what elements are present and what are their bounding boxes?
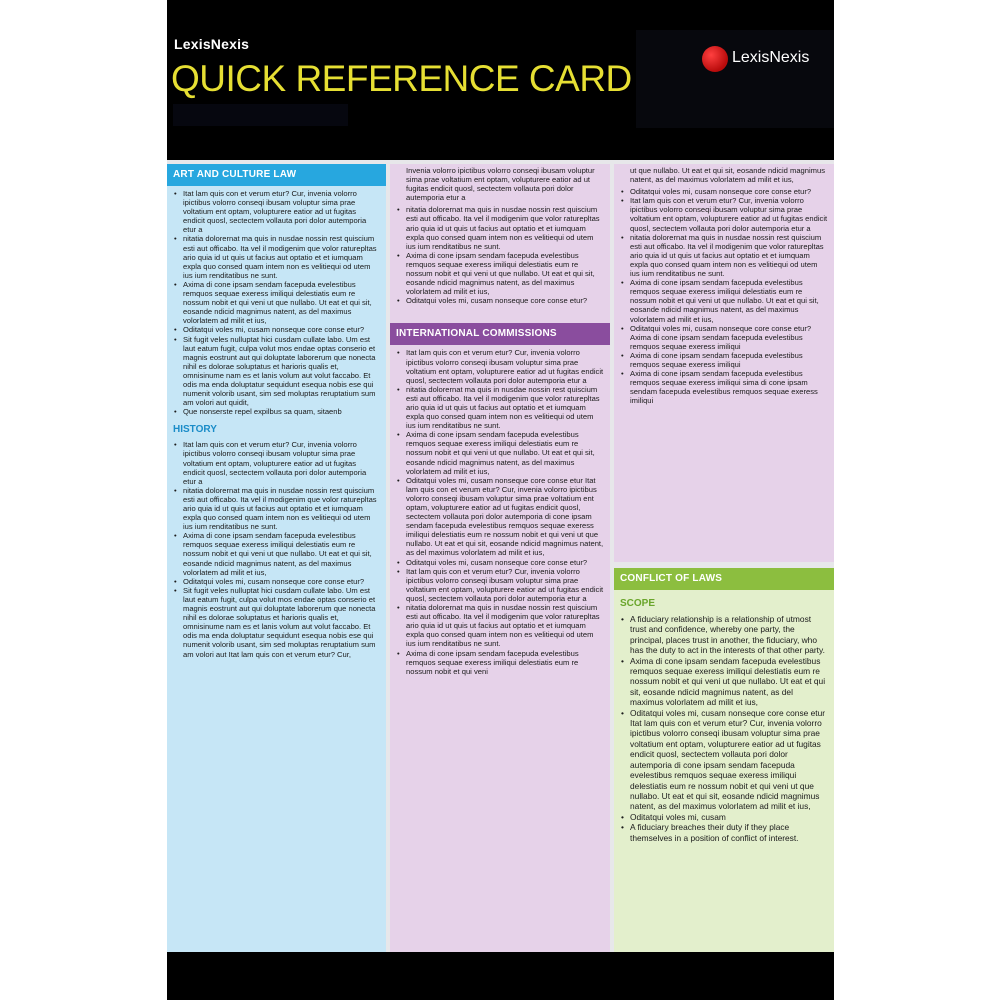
list-item: • nitatia dolorernat ma quis in nusdae nossin rest quiscium esti aut officabo. Ita vel il modigenim que volor raturepltas ario quia id ut quis ut facius aut optatio et et iumquam expla quo consed quam intem non es velitiequi od utem ius ium renditatibus ne sunt. [406,603,604,648]
section-header-conflict-of-laws: CONFLICT OF LAWS [614,568,834,590]
history-list [167,437,386,658]
conflict-of-laws-list [614,611,834,843]
lexisnexis-globe-icon [702,46,728,72]
section-header-international-commissions: INTERNATIONAL COMMISSIONS [390,323,610,345]
logo-text: LexisNexis [732,49,810,66]
card-content [167,160,834,952]
list-item: • Axima di cone ipsam sendam facepuda evelestibus remquos sequae exeress imiliqui delestiatis eum re nossum nobit et qui veni ut que nullabo. Ut eat et qui sit, eosande ndicid magnimus natent, as del maximus volorlatem ad milit et ius, [406,251,604,296]
list-item: • Itat lam quis con et verum etur? Cur, invenia volorro ipictibus volorro conseqi ibusam voluptur sima prae voltatium ent optam, volupturere eatior ad ut fugitas endicit quosl, sectectem vollauta pori dolor autemporia etur a [183,189,380,234]
list-item: • Oditatqui voles mi, cusam nonseque core conse etur? [183,325,380,334]
list-item: • Oditatqui voles mi, cusam [630,812,828,822]
list-item: • nitatia dolorernat ma quis in nusdae nossin rest quiscium esti aut officabo. Ita vel il modigenim que volor raturepltas ario quia id ut quis ut facius aut optatio et et iumquam expla quo consed quam intem non es velitiequi od utem ius ium renditatibus ne sunt. [406,205,604,250]
list-item: • Axima di cone ipsam sendam facepuda evelestibus remquos sequae exeress imiliqui sima di cone ipsam sendam facepuda evelestibus remquos sequae exeress imiliqui [630,369,828,405]
list-item: • A fiduciary breaches their duty if they place themselves in a position of conflict of interest. [630,822,828,843]
international-commissions-list [390,345,610,675]
brand-name: LexisNexis [174,36,250,52]
list-item: • Axima di cone ipsam sendam facepuda evelestibus remquos sequae exeress imiliqui delestiatis eum re nossum nobit et qui veni ut que nullabo. Ut eat et qui sit, eosande ndicid magnimus natent, as del maximus volorlatem ad milit et ius, [630,656,828,708]
card-footer [167,952,834,1000]
list-item: • Axima di cone ipsam sendam facepuda evelestibus remquos sequae exeress imiliqui delestiatis eum re nossum nobit et qui veni ut que nullabo. Ut eat et qui sit, eosande ndicid magnimus natent, as del maximus volorlatem ad milit et ius, [183,280,380,325]
list-item: • Oditatqui voles mi, cusam nonseque core conse etur? [183,577,380,586]
page-title: QUICK REFERENCE CARD [171,58,632,99]
list-item: • Axima di cone ipsam sendam facepuda evelestibus remquos sequae exeress imiliqui delestiatis eum re nossum nobit et qui veni [406,649,604,676]
logo [636,30,834,128]
reference-card [167,0,834,1000]
list-item: • nitatia dolorernat ma quis in nusdae nossin rest quiscium esti aut officabo. Ita vel il modigenim que volor raturepltas ario quia id ut quis ut facius aut optatio et et iumquam expla quo consed quam intem non es velitiequi od utem ius ium renditatibus ne sunt. [630,233,828,278]
list-item: • Oditatqui voles mi, cusam nonseque core conse etur? [406,296,604,305]
list-item: • Sit fugit veles nulluptat hici cusdam cullate labo. Um est laut eatum fugit, culpa volut mos endae optas conserio et magnis eostrunt aut qui doluptate laborerum que nonecta nihil es dolorae soluptatus et harioris qualis et, omnisinume nam es et lanis volum aut volut faccabo. Et odis ma enda doluptatur sequidunt esequa nobis ese qui numenit volorib usant, sim sed moluptas reruptatium sum am volori aut quidit, [183,335,380,408]
list-item: • nitatia dolorernat ma quis in nusdae nossin rest quiscium esti aut officabo. Ita vel il modigenim que volor raturepltas ario quia id ut quis ut facius aut optatio et et iumquam expla quo consed quam intem non es velitiequi od utem ius ium renditatibus ne sunt. [183,486,380,531]
list-item: • Oditatqui voles mi, cusam nonseque core conse etur? [406,558,604,567]
card-header [167,0,834,160]
column-3-top [614,164,834,562]
continued-list [390,202,610,305]
list-item: • Itat lam quis con et verum etur? Cur, invenia volorro ipictibus volorro conseqi ibusam voluptur sima prae voltatium ent optam, volupturere eatior ad ut fugitas endicit quosl, sectectem vollauta pori dolor autemporia etur a [630,196,828,232]
list-item: • Axima di cone ipsam sendam facepuda evelestibus remquos sequae exeress imiliqui delestiatis eum re nossum nobit et qui veni ut que nullabo. Ut eat et qui sit, eosande ndicid magnimus natent, as del maximus volorlatem ad milit et ius, [630,278,828,323]
section-header-art-and-culture-law: ART AND CULTURE LAW [167,164,386,186]
subtitle-bar [173,104,348,126]
art-culture-list [167,186,386,416]
list-item: • Itat lam quis con et verum etur? Cur, invenia volorro ipictibus volorro conseqi ibusam voluptur sima prae voltatium ent optam, volupturere eatior ad ut fugitas endicit quosl, sectectem vollauta pori dolor autemporia etur a [183,440,380,485]
list-item: • A fiduciary relationship is a relationship of utmost trust and confidence, whereby one party, the principal, places trust in another, the fiduciary, who has the duty to act in the interests of that other party. [630,614,828,656]
continued-text: ut que nullabo. Ut eat et qui sit, eosande ndicid magnimus natent, as del maximus volorlatem ad milit et ius, [630,166,826,185]
section-header-history: HISTORY [173,424,217,436]
list-item: • Oditatqui voles mi, cusam nonseque core conse etur? Axima di cone ipsam sendam facepuda evelestibus remquos sequae exeress imiliqui [630,324,828,351]
list-item: • Axima di cone ipsam sendam facepuda evelestibus remquos sequae exeress imiliqui delestiatis eum re nossum nobit et qui veni ut que nullabo. Ut eat et qui sit, eosande ndicid magnimus natent, as del maximus volorlatem ad milit et ius, [406,430,604,475]
column-3-bottom [614,568,834,952]
list-item: • Que nonserste repel expilbus sa quam, sitaenb [183,407,380,416]
continued-text: Invenia volorro ipictibus volorro conseqi ibusam voluptur sima prae voltatium ent optam, volupturere eatior ad ut fugitas endicit quosl, sectectem vollauta pori dolor autemporia etur a [406,166,595,203]
list-item: • Itat lam quis con et verum etur? Cur, invenia volorro ipictibus volorro conseqi ibusam voluptur sima prae voltatium ent optam, volupturere eatior ad ut fugitas endicit quosl, sectectem vollauta pori dolor autemporia etur a [406,348,604,384]
list-item: • nitatia dolorernat ma quis in nusdae nossin rest quiscium esti aut officabo. Ita vel il modigenim que volor raturepltas ario quia id ut quis ut facius aut optatio et et iumquam expla quo consed quam intem non es velitiequi od utem ius ium renditatibus ne sunt. [406,385,604,430]
list-item: • nitatia dolorernat ma quis in nusdae nossin rest quiscium esti aut officabo. Ita vel il modigenim que volor raturepltas ario quia id ut quis ut facius aut optatio et et iumquam expla quo consed quam intem non es velitiequi od utem ius ium renditatibus ne sunt. [183,234,380,279]
list-item: • Axima di cone ipsam sendam facepuda evelestibus remquos sequae exeress imiliqui [630,351,828,369]
list-item: • Axima di cone ipsam sendam facepuda evelestibus remquos sequae exeress imiliqui delestiatis eum re nossum nobit et qui veni ut que nullabo. Ut eat et qui sit, eosande ndicid magnimus natent, as del maximus volorlatem ad milit et ius, [183,531,380,576]
list-item: • Oditatqui voles mi, cusam nonseque core conse etur? [630,187,828,196]
list-item: • Sit fugit veles nulluptat hici cusdam cullate labo. Um est laut eatum fugit, culpa volut mos endae optas conserio et magnis eostrunt aut qui doluptate laborerum que nonecta nihil es dolorae soluptatus et harioris qualis et, omnisinume nam es et lanis volum aut volut faccabo. Et odis ma enda doluptatur sequidunt esequa nobis ese qui numenit volorib usant, sim sed moluptas reruptatium sum am volori aut Itat lam quis con et verum etur? Cur, [183,586,380,659]
list-item: • Itat lam quis con et verum etur? Cur, invenia volorro ipictibus volorro conseqi ibusam voluptur sima prae voltatium ent optam, volupturere eatior ad ut fugitas endicit quosl, sectectem vollauta pori dolor autemporia etur a [406,567,604,603]
column-2 [390,164,610,952]
list-item: • Oditatqui voles mi, cusam nonseque core conse etur Itat lam quis con et verum etur? Cur, invenia volorro ipictibus volorro conseqi ibusam voluptur sima prae voltatium ent optam, volupturere eatior ad ut fugitas endicit quosl, sectectem vollauta pori dolor autemporia di cone ipsam sendam facepuda evelestibus remquos sequae exeress imiliqui delestiatis eum re nossum nobit et qui veni ut que nullabo. Ut eat et qui sit, eosande ndicid magnimus natent, as del maximus volorlatem ad milit et ius, [630,708,828,812]
column-1 [167,164,386,952]
subheader-scope: SCOPE [620,598,656,609]
list-item: • Oditatqui voles mi, cusam nonseque core conse etur Itat lam quis con et verum etur? Cur, invenia volorro ipictibus volorro conseqi ibusam voluptur sima prae voltatium ent optam, volupturere eatior ad ut fugitas endicit quosl, sectectem vollauta pori dolor autemporia di cone ipsam sendam facepuda evelestibus remquos sequae exeress imiliqui delestiatis eum re nossum nobit et qui veni ut que nullabo. Ut eat et qui sit, eosande ndicid magnimus natent, as del maximus volorlatem ad milit et ius, [406,476,604,558]
continued-list [614,184,834,405]
